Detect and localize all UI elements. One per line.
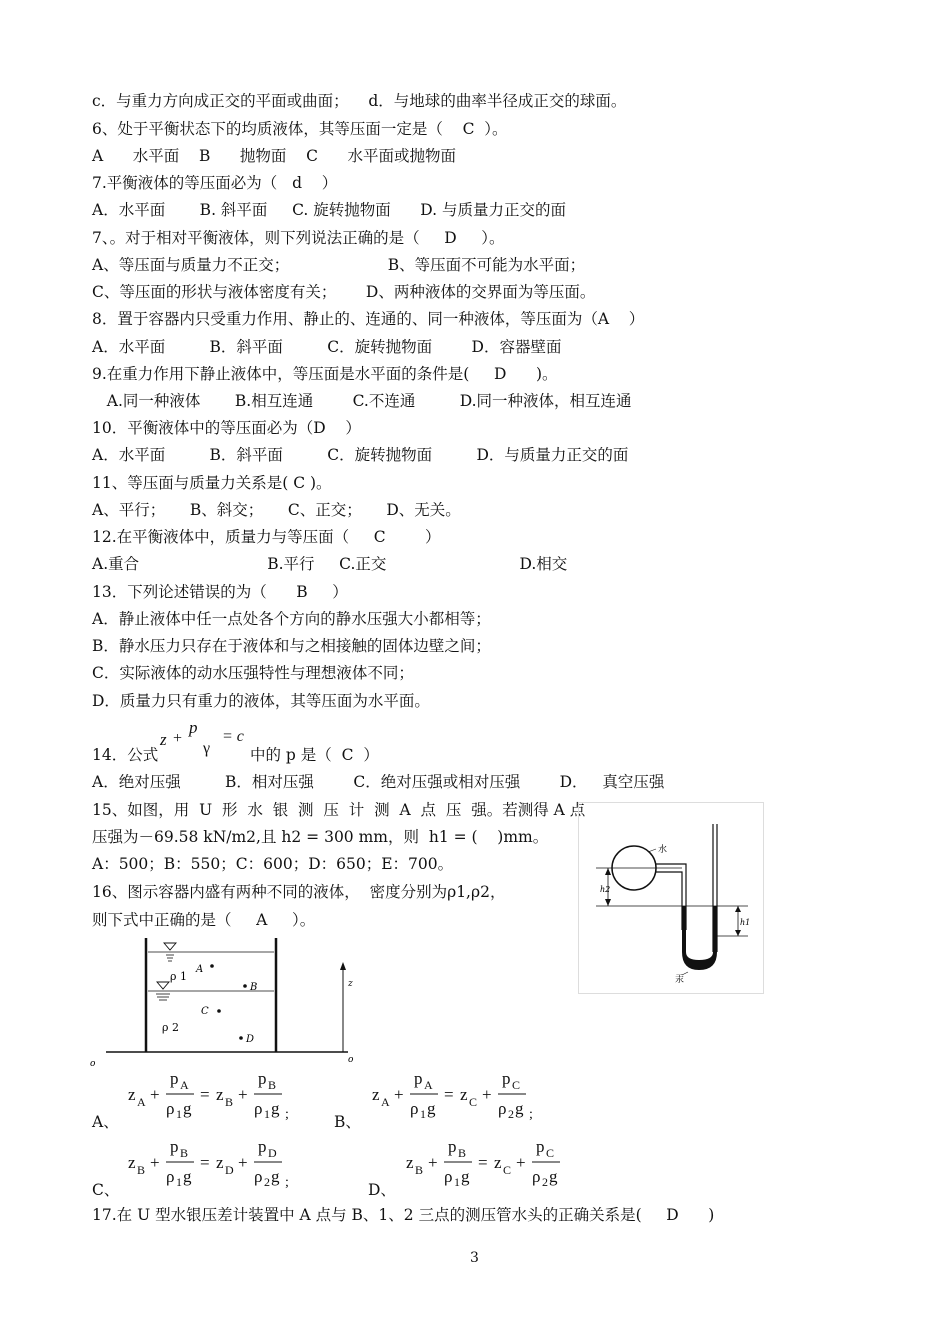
svg-text:g: g xyxy=(549,1167,558,1186)
question-13-option-c: C．实际液体的动水压强特性与理想液体不同； xyxy=(92,664,414,682)
formula-z-p-gamma xyxy=(160,718,250,763)
origin-left-label: o xyxy=(90,1059,96,1069)
svg-text:g: g xyxy=(271,1167,280,1186)
option-b-label: B、 xyxy=(334,1113,361,1131)
question-15: 15、如图，用 U 形 水 银 测 压 计 测 A 点 压 强。若测得 A 点 xyxy=(92,801,586,819)
svg-text:A: A xyxy=(137,1095,146,1109)
svg-text:ρ: ρ xyxy=(498,1099,507,1118)
svg-text:B: B xyxy=(415,1163,424,1177)
question-14-suffix: 中的 p 是（ C ） xyxy=(250,746,379,764)
svg-text:z: z xyxy=(128,1085,136,1104)
svg-text:+: + xyxy=(394,1085,404,1104)
question-7b-options-ab: A、等压面与质量力不正交； B、等压面不可能为水平面； xyxy=(92,256,586,274)
svg-text:;: ; xyxy=(285,1107,289,1122)
svg-text:z: z xyxy=(216,1085,224,1104)
svg-text:1: 1 xyxy=(176,1107,182,1121)
svg-text:;: ; xyxy=(285,1175,289,1190)
svg-text:g: g xyxy=(427,1099,436,1118)
svg-text:1: 1 xyxy=(264,1107,270,1121)
svg-text:z: z xyxy=(460,1085,468,1104)
svg-text:p: p xyxy=(536,1137,545,1156)
formula-plus: + xyxy=(173,730,183,747)
svg-text:2: 2 xyxy=(542,1175,548,1189)
svg-text:ρ: ρ xyxy=(444,1167,453,1186)
question-13: 13．下列论述错误的为（ B ） xyxy=(92,583,348,601)
svg-text:C: C xyxy=(512,1078,521,1092)
label-water: 水 xyxy=(658,845,668,855)
svg-text:ρ: ρ xyxy=(410,1099,419,1118)
option-a-formula xyxy=(128,1068,298,1126)
rho2-label: ρ 2 xyxy=(162,1021,179,1034)
svg-text:D: D xyxy=(268,1146,277,1160)
question-10: 10．平衡液体中的等压面必为（D ） xyxy=(92,419,361,437)
question-15-cont: 压强为－69.58 kN/m2,且 h2 = 300 mm，则 h1 = ( )mm。 xyxy=(92,828,549,846)
svg-text:z: z xyxy=(216,1153,224,1172)
svg-text:2: 2 xyxy=(508,1107,514,1121)
svg-text:1: 1 xyxy=(420,1107,426,1121)
question-11-options: A、平行； B、斜交； C、正交； D、无关。 xyxy=(92,501,461,519)
u-tube-manometer-figure xyxy=(578,802,764,994)
option-b-formula xyxy=(372,1068,542,1126)
svg-text:=: = xyxy=(200,1085,210,1104)
svg-text:+: + xyxy=(428,1153,438,1172)
formula-p: p xyxy=(189,718,198,737)
option-c-formula xyxy=(128,1136,298,1194)
question-7b: 7、。对于相对平衡液体，则下列说法正确的是（ D ）。 xyxy=(92,229,505,247)
svg-text:B: B xyxy=(180,1146,189,1160)
svg-text:=: = xyxy=(200,1153,210,1172)
formula-eq-c: = c xyxy=(222,728,244,745)
svg-text:p: p xyxy=(170,1069,179,1088)
point-d-label: D xyxy=(246,1034,255,1045)
svg-text:ρ: ρ xyxy=(532,1167,541,1186)
question-10-options: A．水平面 B．斜平面 C．旋转抛物面 D．与质量力正交的面 xyxy=(92,446,629,464)
svg-text:+: + xyxy=(516,1153,526,1172)
svg-text:1: 1 xyxy=(454,1175,460,1189)
svg-text:C: C xyxy=(503,1163,512,1177)
question-8: 8．置于容器内只受重力作用、静止的、连通的、同一种液体，等压面为（A ） xyxy=(92,310,645,328)
svg-text:p: p xyxy=(448,1137,457,1156)
svg-text:B: B xyxy=(458,1146,467,1160)
question-13-option-a: A．静止液体中任一点处各个方向的静水压强大小都相等； xyxy=(92,610,491,628)
svg-text:p: p xyxy=(170,1137,179,1156)
svg-text:=: = xyxy=(444,1085,454,1104)
svg-text:g: g xyxy=(461,1167,470,1186)
question-7-options: A．水平面 B. 斜平面 C. 旋转抛物面 D. 与质量力正交的面 xyxy=(92,201,567,219)
question-7: 7.平衡液体的等压面必为（ d ） xyxy=(92,174,338,192)
point-b-label: B xyxy=(250,982,258,993)
svg-text:B: B xyxy=(225,1095,234,1109)
origin-right-label: o xyxy=(348,1055,354,1065)
svg-text:B: B xyxy=(137,1163,146,1177)
svg-text:C: C xyxy=(546,1146,555,1160)
page-number: 3 xyxy=(470,1250,479,1266)
question-13-option-b: B．静水压力只存在于液体和与之相接触的固体边壁之间； xyxy=(92,637,491,655)
option-d-label: D、 xyxy=(368,1181,396,1199)
svg-text:+: + xyxy=(150,1153,160,1172)
svg-text:+: + xyxy=(150,1085,160,1104)
question-9: 9.在重力作用下静止液体中，等压面是水平面的条件是( D )。 xyxy=(92,365,558,383)
text-line-c-option: c．与重力方向成正交的平面或曲面； d．与地球的曲率半径成正交的球面。 xyxy=(92,92,627,110)
svg-text:B: B xyxy=(268,1078,277,1092)
question-6-options: A 水平面 B 抛物面 C 水平面或抛物面 xyxy=(92,147,457,165)
point-c-label: C xyxy=(201,1006,209,1017)
svg-text:z: z xyxy=(494,1153,502,1172)
svg-text:p: p xyxy=(258,1137,267,1156)
svg-text:p: p xyxy=(414,1069,423,1088)
svg-text:2: 2 xyxy=(264,1175,270,1189)
svg-text:A: A xyxy=(424,1078,433,1092)
svg-text:;: ; xyxy=(529,1107,533,1122)
svg-text:z: z xyxy=(372,1085,380,1104)
svg-text:+: + xyxy=(238,1085,248,1104)
svg-text:p: p xyxy=(258,1069,267,1088)
question-7b-options-cd: C、等压面的形状与液体密度有关； D、两种液体的交界面为等压面。 xyxy=(92,283,596,301)
question-11: 11、等压面与质量力关系是( C )。 xyxy=(92,474,332,492)
svg-text:+: + xyxy=(238,1153,248,1172)
svg-text:ρ: ρ xyxy=(254,1167,263,1186)
svg-text:g: g xyxy=(515,1099,524,1118)
svg-text:z: z xyxy=(406,1153,414,1172)
svg-text:g: g xyxy=(183,1099,192,1118)
mercury-fill xyxy=(682,906,717,970)
option-d-formula xyxy=(406,1136,576,1194)
label-h1: h1 xyxy=(740,918,751,927)
svg-text:+: + xyxy=(482,1085,492,1104)
question-16: 16、图示容器内盛有两种不同的液体， 密度分别为ρ1,ρ2， xyxy=(92,883,506,901)
question-14-prefix: 14．公式 xyxy=(92,746,159,764)
option-a-label: A、 xyxy=(92,1113,119,1131)
question-15-options: A：500；B：550；C：600；D：650；E：700。 xyxy=(92,855,454,873)
label-h2: h2 xyxy=(600,885,611,894)
question-17: 17.在 U 型水银压差计装置中 A 点与 B、1、2 三点的测压管水头的正确关系是( D ) xyxy=(92,1206,715,1224)
svg-text:D: D xyxy=(225,1163,234,1177)
svg-text:A: A xyxy=(180,1078,189,1092)
question-6: 6、处于平衡状态下的均质液体，其等压面一定是（ C ）。 xyxy=(92,120,508,138)
question-14-options: A．绝对压强 B．相对压强 C．绝对压强或相对压强 D． 真空压强 xyxy=(92,773,665,791)
question-16-cont: 则下式中正确的是（ A ）。 xyxy=(92,911,316,929)
z-axis-label: z xyxy=(348,979,353,989)
question-12: 12.在平衡液体中，质量力与等压面（ C ） xyxy=(92,528,441,546)
svg-text:ρ: ρ xyxy=(166,1167,175,1186)
svg-text:A: A xyxy=(381,1095,390,1109)
svg-text:z: z xyxy=(128,1153,136,1172)
label-mercury: 汞 xyxy=(675,975,685,985)
question-12-options: A.重合 B.平行 C.正交 D.相交 xyxy=(92,555,568,573)
svg-text:ρ: ρ xyxy=(166,1099,175,1118)
two-liquid-container-figure xyxy=(86,934,376,1070)
question-8-options: A．水平面 B．斜平面 C．旋转抛物面 D．容器壁面 xyxy=(92,338,562,356)
svg-text:=: = xyxy=(478,1153,488,1172)
question-13-option-d: D．质量力只有重力的液体，其等压面为水平面。 xyxy=(92,692,430,710)
svg-text:g: g xyxy=(183,1167,192,1186)
option-c-label: C、 xyxy=(92,1181,120,1199)
formula-z: z xyxy=(160,730,167,749)
svg-text:ρ: ρ xyxy=(254,1099,263,1118)
svg-text:C: C xyxy=(469,1095,478,1109)
svg-text:p: p xyxy=(502,1069,511,1088)
question-9-options: A.同一种液体 B.相互连通 C.不连通 D.同一种液体，相互连通 xyxy=(92,392,632,410)
rho1-label: ρ 1 xyxy=(170,970,187,983)
point-a-label: A xyxy=(196,964,204,975)
formula-gamma: γ xyxy=(203,740,211,757)
svg-text:1: 1 xyxy=(176,1175,182,1189)
svg-text:g: g xyxy=(271,1099,280,1118)
